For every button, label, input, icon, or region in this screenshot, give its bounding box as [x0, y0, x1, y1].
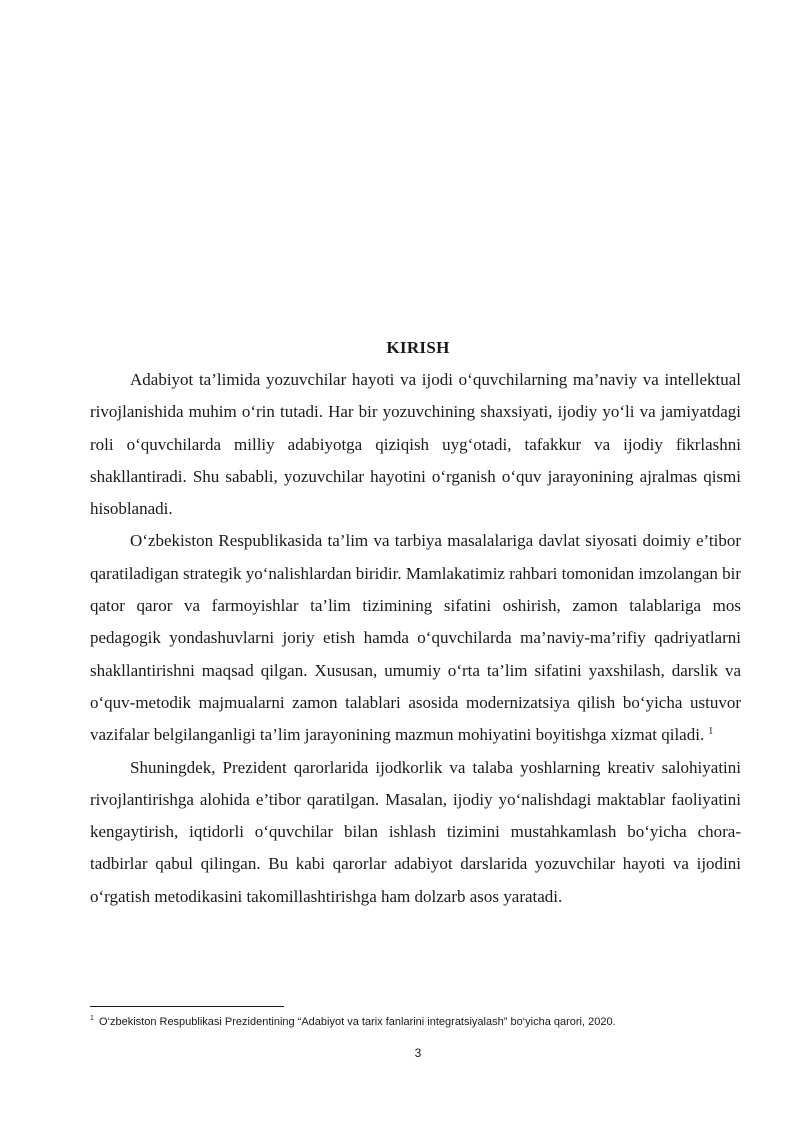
paragraph-3: Shuningdek, Prezident qarorlarida ijodkorlik va talaba yoshlarning kreativ salohiyatini rivojlantirishga alohida e’tibor qaratilgan. Masalan, ijodiy yo‘nalishdagi maktablar faoliyatini kengaytirish, iqtidorli o‘quvchilar bilan ishlash tizimini mustahkamlash bo‘yicha chora-tadbirlar qabul qilingan. Bu kabi qarorlar adabiyot darslarida yozuvchilar hayoti va ijodini o‘rgatish metodikasini takomillashtirishga ham dolzarb asos yaratadi. [90, 757, 741, 906]
paragraph-2 [90, 525, 741, 751]
footnote-text: O‘zbekiston Respublikasi Prezidentining “Adabiyot va tarix fanlarini integratsiyalash” bo‘yicha qarori, 2020. [98, 1016, 616, 1028]
footnote [90, 1016, 750, 1028]
page-number: 3 [414, 1046, 422, 1060]
footnote-reference[interactable]: 1 [708, 725, 714, 737]
paragraph-1: Adabiyot ta’limida yozuvchilar hayoti va ijodi o‘quvchilarning ma’naviy va intellektual rivojlanishida muhim o‘rin tutadi. Har bir yozuvchining shaxsiyati, ijodiy yo‘li va jamiyatdagi roli o‘quvchilarda milliy adabiyotga qiziqish uyg‘otadi, tafakkur va ijodiy fikrlashni shakllantiradi. Shu sababli, yozuvchilar hayotini o‘rganish o‘quv jarayonining ajralmas qismi hisoblanadi. [90, 370, 741, 519]
section-heading: KIRISH [386, 338, 450, 357]
footnote-marker: 1 [90, 1015, 94, 1023]
body-text [90, 364, 741, 913]
paragraph-2-text: O‘zbekiston Respublikasida ta’lim va tarbiya masalalariga davlat siyosati doimiy e’tibor qaratiladigan strategik yo‘nalishlardan biridir. Mamlakatimiz rahbari tomonidan imzolangan bir qator qaror va farmoyishlar ta’lim tizimining sifatini oshirish, zamon talablariga mos pedagogik yondashuvlarni joriy etish hamda o‘quvchilarda ma’naviy-ma’rifiy qadriyatlarni shakllantirishni maqsad qilgan. Xususan, umumiy o‘rta ta’lim sifatini yaxshilash, darslik va o‘quv-metodik majmualarni zamon talablari asosida modernizatsiya qilish bo‘yicha ustuvor vazifalar belgilanganligi ta’lim jarayonining mazmun mohiyatini boyitishga xizmat qiladi. [90, 531, 741, 745]
footnote-separator [90, 1006, 284, 1007]
